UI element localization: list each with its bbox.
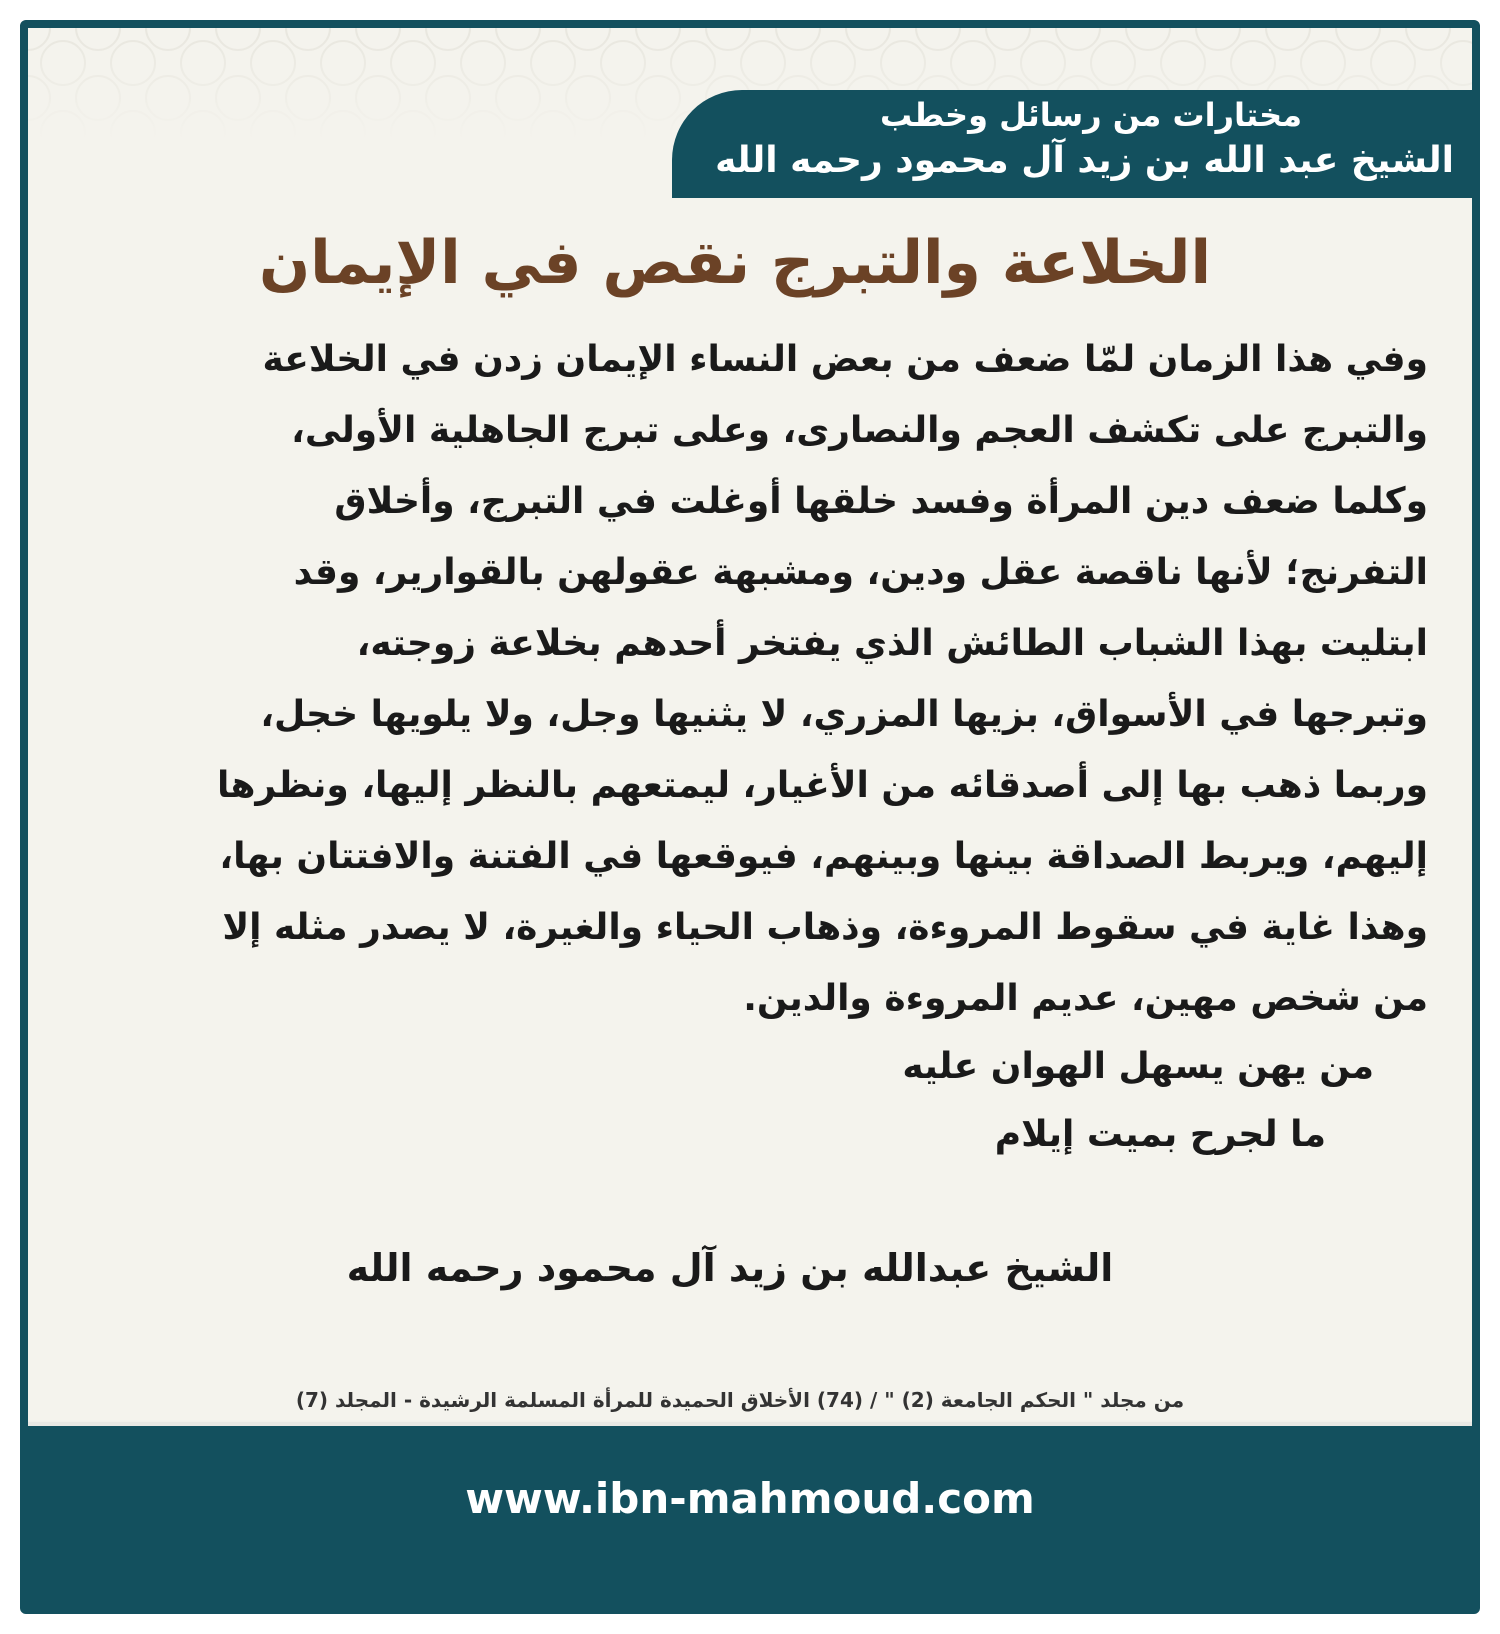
body-line: التفرنج؛ لأنها ناقصة عقل ودين، ومشبهة عقولهن بالقوارير، وقد	[293, 552, 1428, 593]
body-line: إليهم، ويربط الصداقة بينها وبينهم، فيوقعها في الفتنة والافتتان بها،	[219, 836, 1428, 877]
body-line: وهذا غاية في سقوط المروءة، وذهاب الحياء والغيرة، لا يصدر مثله إلا	[222, 907, 1428, 948]
body-line: وفي هذا الزمان لمّا ضعف من بعض النساء الإيمان زدن في الخلاعة	[262, 339, 1428, 380]
body-line: وتبرجها في الأسواق، بزيها المزري، لا يثنيها وجل، ولا يلويها خجل،	[260, 694, 1428, 735]
series-title: مختارات من رسائل وخطب	[879, 96, 1302, 134]
author-signature: الشيخ عبدالله بن زيد آل محمود رحمه الله	[346, 1246, 1114, 1290]
article-title: الخلاعة والتبرج نقص في الإيمان	[258, 228, 1212, 298]
body-line: والتبرج على تكشف العجم والنصارى، وعلى تبرج الجاهلية الأولى،	[291, 410, 1428, 451]
poem-verse-2: ما لجرح بميت إيلام	[994, 1114, 1326, 1155]
footer-highlight	[28, 1422, 1472, 1426]
article-body	[168, 324, 1428, 1034]
poem-verse-1: من يهن يسهل الهوان عليه	[902, 1046, 1374, 1087]
website-link[interactable]: www.ibn-mahmoud.com	[465, 1474, 1035, 1523]
series-header	[672, 90, 1472, 198]
body-line: وكلما ضعف دين المرأة وفسد خلقها أوغلت في التبرج، وأخلاق	[334, 481, 1428, 522]
series-author: الشيخ عبد الله بن زيد آل محمود رحمه الله	[715, 140, 1454, 181]
footer-band	[28, 1422, 1472, 1606]
body-line: وربما ذهب بها إلى أصدقائه من الأغيار، ليمتعهم بالنظر إليها، ونظرها	[216, 765, 1428, 806]
body-line: من شخص مهين، عديم المروءة والدين.	[743, 978, 1428, 1019]
source-citation: من مجلد " الحكم الجامعة (2) " / (74) الأخلاق الحميدة للمرأة المسلمة الرشيدة - المجلد (7)	[295, 1388, 1185, 1412]
page-card	[20, 20, 1480, 1614]
body-line: ابتليت بهذا الشباب الطائش الذي يفتخر أحدهم بخلاعة زوجته،	[356, 623, 1428, 664]
